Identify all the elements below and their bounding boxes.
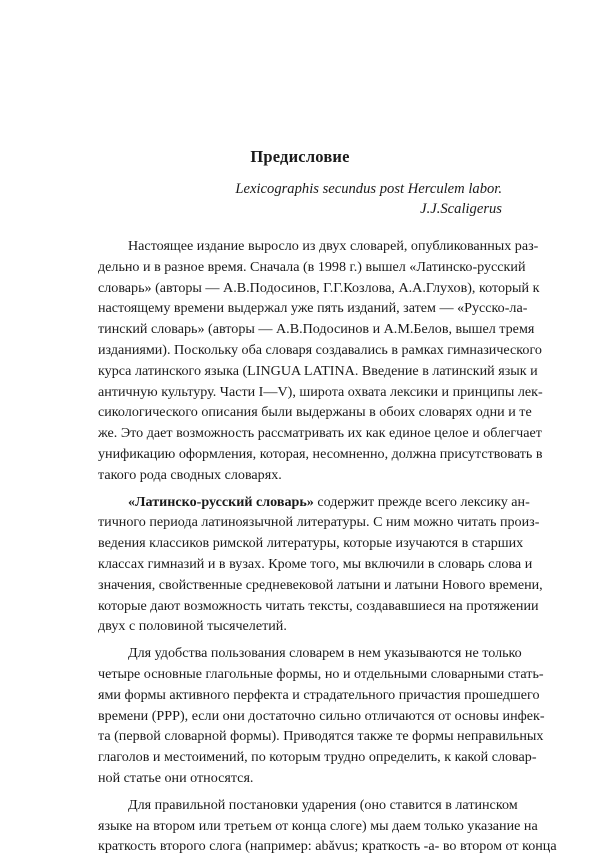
epigraph — [235, 179, 502, 219]
text-line: изданиями). Поскольку оба словаря создавались в рамках гимназического — [98, 341, 542, 358]
text-line: двух с половиной тысячелетий. — [98, 618, 287, 635]
text-line: глаголов и местоимений, по которым трудно определить, к какой словар- — [98, 749, 537, 766]
text-line: ями формы активного перфекта и страдательного причастия прошедшего — [98, 686, 540, 703]
text-line: сикологического описания были выдержаны в обоих словарях одни и те — [98, 404, 532, 421]
text-line: времени (PPP), если они достаточно сильно отличаются от основы инфек- — [98, 707, 545, 724]
paragraph — [98, 643, 545, 789]
text-line: классах гимназий и в вузах. Кроме того, мы включили в словарь слова и — [98, 555, 533, 572]
text-line: античную культуру. Части I—V), широта охвата лексики и принципы лек- — [98, 383, 543, 400]
text-line: тинский словарь» (авторы — А.В.Подосинов и А.М.Белов, вышел тремя — [98, 321, 535, 338]
page-title: Предисловие — [250, 147, 350, 166]
text-line: курса латинского языка (LINGUA LATINA. Введение в латинский язык и — [98, 362, 538, 379]
text-line: значения, свойственные средневековой латыни и латыни Нового времени, — [98, 576, 543, 593]
text-fragment: содержит прежде всего лексику ан- — [313, 493, 530, 510]
paragraph — [98, 795, 557, 857]
text-line: тичного периода латиноязычной литературы. С ним можно читать произ- — [98, 514, 540, 531]
text-line: четыре основные глагольные формы, но и отдельными словарными стать- — [98, 665, 544, 682]
text-line: краткость второго слога (например: abăvus; краткость -a- во втором от конца — [98, 838, 557, 855]
text-line: дельно и в разное время. Сначала (в 1998 г.) вышел «Латинско-русский — [98, 258, 526, 275]
bold-lead: «Латинско-русский словарь» — [128, 493, 314, 510]
text-line: ведения классиков римской литературы, которые изучаются в старших — [98, 535, 524, 552]
epigraph-quote: Lexicographis secundus post Herculem labor. — [235, 181, 502, 197]
text-line: ной статье они относятся. — [98, 769, 254, 786]
text-line: Для удобства пользования словарем в нем указываются не только — [128, 645, 522, 662]
text-line: Для правильной постановки ударения (оно ставится в латинском — [128, 796, 518, 813]
text-line: та (первой словарной формы). Приводятся также те формы неправильных — [98, 728, 544, 745]
epigraph-author: J.J.Scaligerus — [420, 201, 502, 217]
text-line — [98, 492, 530, 513]
text-line: же. Это дает возможность рассматривать их как единое целое и облегчает — [98, 425, 542, 442]
paragraph — [98, 492, 543, 638]
text-line: унификацию оформления, которая, несомненно, должна присутствовать в — [98, 445, 543, 462]
text-line: языке на втором или третьем от конца слоге) мы даем только указание на — [98, 817, 538, 834]
paragraph — [98, 236, 543, 486]
text-line: словарь» (авторы — А.В.Подосинов, Г.Г.Козлова, А.А.Глухов), который к — [98, 279, 540, 296]
text-line: настоящему времени выдержал уже пять изданий, затем — «Русско-ла- — [98, 300, 528, 317]
body-text — [98, 236, 557, 863]
text-line: Настоящее издание выросло из двух словарей, опубликованных раз- — [128, 238, 539, 254]
text-line: такого рода сводных словарях. — [98, 466, 282, 483]
text-line: которые дают возможность читать тексты, создававшиеся на протяжении — [98, 597, 539, 614]
